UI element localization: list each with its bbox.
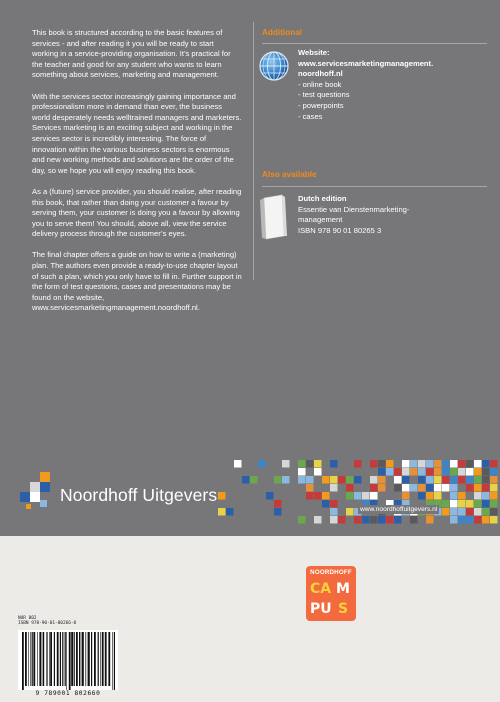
nur-code: NUR 802 [18, 616, 37, 621]
also-available-heading: Also available [262, 170, 317, 179]
noordhoff-logo-mark [20, 470, 58, 512]
column-divider [253, 22, 254, 280]
campus-brand-name: NOORDHOFF [310, 569, 352, 576]
website-block [298, 48, 488, 122]
website-item-online-book: - online book [298, 79, 342, 89]
blurb-column [32, 28, 242, 325]
book-icon [260, 194, 288, 240]
barcode-bars [18, 630, 118, 690]
dutch-isbn: ISBN 978 90 01 80265 3 [298, 225, 382, 235]
noordhoff-campus-logo [306, 566, 356, 621]
blurb-paragraph-1: This book is structured according to the basic features of services - and after reading it you will be ready to start working in a service-providing organisation. It’s practical for the teacher and good for any student who wants to learn something about services, marketing and management. [32, 28, 231, 80]
campus-letter-m: M [336, 581, 350, 597]
additional-heading: Additional [262, 28, 303, 37]
dutch-edition-block [298, 194, 488, 236]
website-item-cases: - cases [298, 111, 323, 121]
dutch-title-line-1: Essentie van Dienstenmarketing- [298, 204, 410, 214]
campus-letter-s: S [338, 601, 349, 617]
campus-letters [306, 578, 356, 618]
sidebar-column [262, 28, 487, 235]
website-item-test-questions: - test questions [298, 90, 350, 100]
dutch-edition-label: Dutch edition [298, 194, 347, 203]
barcode-isbn: ISBN 978-90-01-80266-0 [18, 621, 77, 627]
publisher-url[interactable]: www.noordhoffuitgevers.nl [360, 506, 438, 513]
pixel-mosaic [218, 460, 500, 524]
website-url-line-1[interactable]: www.servicesmarketingmanagement. [298, 58, 434, 68]
globe-icon [258, 50, 290, 82]
blurb-paragraph-2: With the services sector increasingly gaining importance and professionalism more in demand than ever, the business world desperately needs welltrained managers and marketers. Services marketing is an exciting subject and working in the services sector is incredibly interesting. The force of innovation within the various business sectors is enormous and new working methods and solutions are the order of the day, so we hope you will enjoy reading this book. [32, 91, 242, 175]
publisher-name: Noordhoff Uitgevers [60, 485, 218, 505]
barcode-area [18, 616, 118, 700]
dutch-title-line-2: management [298, 215, 343, 225]
blurb-paragraph-4: The final chapter offers a guide on how to write a (marketing) plan. The authors even provide a ready-to-use chapter layout of such a plan, which you only have to fill in. Further support in the form of test questions, cases and presentations may be found on the website, www.servicesmarketingmanagement.noordhoff.nl. [32, 250, 242, 313]
also-available-divider [262, 186, 487, 187]
barcode-digits: 9 789001 802660 [35, 690, 101, 697]
campus-letters-row-1: CA [310, 581, 332, 597]
additional-divider [262, 43, 487, 44]
website-label: Website: [298, 48, 330, 57]
website-url-line-2[interactable]: noordhoff.nl [298, 69, 343, 79]
campus-letters-row-2: PU [310, 601, 332, 617]
website-item-powerpoints: - powerpoints [298, 100, 344, 110]
blurb-paragraph-3: As a (future) service provider, you should realise, after reading this book, that rather than doing your customer a favour by serving them, your customer is doing you a favour by allowing you to serve them! You should, above all, view the service delivery process through the customer’s eyes. [32, 186, 242, 239]
